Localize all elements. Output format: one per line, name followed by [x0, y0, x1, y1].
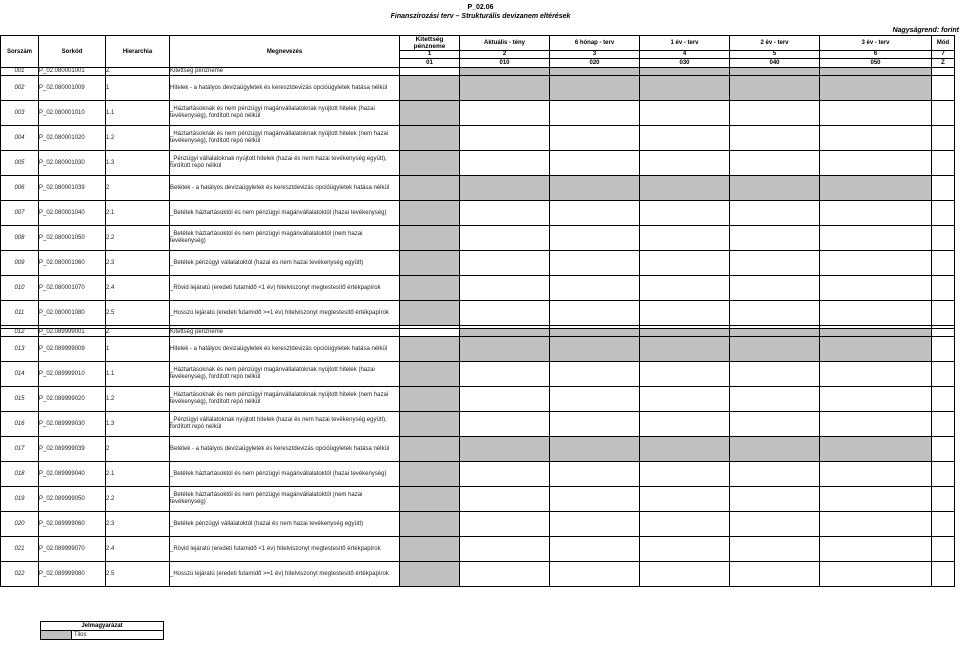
input-cell[interactable]: [932, 101, 955, 126]
forbidden-cell: [640, 329, 730, 337]
row-hierarchy: 1.2: [106, 387, 170, 412]
forbidden-cell: [640, 176, 730, 201]
table-row: [1, 487, 955, 512]
input-cell[interactable]: [640, 101, 730, 126]
row-hierarchy: 2.3: [106, 251, 170, 276]
forbidden-cell: [400, 337, 460, 362]
input-cell[interactable]: [820, 512, 932, 537]
input-cell[interactable]: [820, 126, 932, 151]
row-code: P_02.080001001: [39, 68, 106, 76]
table-row: [1, 276, 955, 301]
table-row: [1, 329, 955, 337]
forbidden-cell: [820, 437, 932, 462]
row-name: Hitelek - a hatályos devizaügyletek és keresztdevizás opcióügyletek hatása nélkül: [170, 337, 400, 362]
input-cell[interactable]: [640, 276, 730, 301]
forbidden-cell: [820, 76, 932, 101]
input-cell[interactable]: [932, 126, 955, 151]
input-cell[interactable]: [932, 462, 955, 487]
table-row: [1, 126, 955, 151]
input-cell[interactable]: [820, 301, 932, 326]
input-cell[interactable]: [550, 512, 640, 537]
forbidden-cell: [400, 487, 460, 512]
row-hierarchy: 1.3: [106, 151, 170, 176]
input-cell[interactable]: [932, 226, 955, 251]
table-row: [1, 301, 955, 326]
row-hierarchy: 2.5: [106, 562, 170, 587]
table-row: [1, 151, 955, 176]
forbidden-cell: [730, 68, 820, 76]
forbidden-cell: [400, 437, 460, 462]
col-number: 7: [932, 51, 955, 59]
col-number: 3: [550, 51, 640, 59]
col-number: 2: [460, 51, 550, 59]
forbidden-cell: [460, 176, 550, 201]
input-cell[interactable]: [640, 362, 730, 387]
input-cell[interactable]: [932, 512, 955, 537]
forbidden-cell: [550, 337, 640, 362]
forbidden-cell: [640, 337, 730, 362]
input-cell[interactable]: [460, 362, 550, 387]
row-index: 012: [1, 329, 39, 337]
input-cell[interactable]: [730, 362, 820, 387]
input-cell[interactable]: [932, 329, 955, 337]
forbidden-cell: [400, 562, 460, 587]
row-code: P_02.089999010: [39, 362, 106, 387]
input-cell[interactable]: [932, 68, 955, 76]
input-cell[interactable]: [550, 537, 640, 562]
input-cell[interactable]: [550, 362, 640, 387]
forbidden-cell: [400, 387, 460, 412]
input-cell[interactable]: [730, 101, 820, 126]
input-cell[interactable]: [932, 412, 955, 437]
input-cell[interactable]: [550, 462, 640, 487]
input-cell[interactable]: [460, 251, 550, 276]
input-cell[interactable]: [550, 276, 640, 301]
input-cell[interactable]: [820, 201, 932, 226]
input-cell[interactable]: [640, 487, 730, 512]
row-index: 002: [1, 76, 39, 101]
input-cell[interactable]: [550, 301, 640, 326]
row-hierarchy: 1.3: [106, 412, 170, 437]
row-code: P_02.080001020: [39, 126, 106, 151]
input-cell[interactable]: [932, 562, 955, 587]
row-hierarchy: 2.2: [106, 487, 170, 512]
input-cell[interactable]: [640, 251, 730, 276]
row-index: 018: [1, 462, 39, 487]
row-name: _Háztartásoknak és nem pénzügyi magánvállalatoknak nyújtott hitelek (hazai tevékenység), fordított repó nélkül: [170, 362, 400, 387]
input-cell[interactable]: [640, 512, 730, 537]
forbidden-cell: [460, 437, 550, 462]
row-name: _Hosszú lejáratú (eredeti futamidő >=1 év) hitelviszonyt megtestesítő értékpapírok: [170, 562, 400, 587]
row-index: 006: [1, 176, 39, 201]
col-code: 030: [640, 59, 730, 68]
col-header-kitettseg: Kitettség pénzneme: [400, 36, 460, 51]
row-hierarchy: 2: [106, 437, 170, 462]
input-cell[interactable]: [820, 387, 932, 412]
row-code: P_02.080001050: [39, 226, 106, 251]
input-cell[interactable]: [932, 437, 955, 462]
input-cell[interactable]: [820, 412, 932, 437]
row-code: P_02.089999050: [39, 487, 106, 512]
legend-title: Jelmagyarázat: [41, 622, 164, 631]
row-name: _Betétek pénzügyi vállalatoktól (hazai és nem hazai tevékenység együtt): [170, 512, 400, 537]
input-cell[interactable]: [460, 537, 550, 562]
input-cell[interactable]: [730, 537, 820, 562]
input-cell[interactable]: [640, 126, 730, 151]
input-cell[interactable]: [550, 101, 640, 126]
row-hierarchy: 1.2: [106, 126, 170, 151]
row-code: P_02.089999070: [39, 537, 106, 562]
input-cell[interactable]: [550, 562, 640, 587]
form-code: P_02.06: [467, 4, 494, 11]
row-hierarchy: 2.5: [106, 301, 170, 326]
row-code: P_02.080001030: [39, 151, 106, 176]
input-cell[interactable]: [400, 329, 460, 337]
input-cell[interactable]: [460, 512, 550, 537]
row-hierarchy: 2.4: [106, 276, 170, 301]
row-hierarchy: 2: [106, 176, 170, 201]
row-index: 001: [1, 68, 39, 76]
input-cell[interactable]: [820, 276, 932, 301]
table-row: [1, 512, 955, 537]
input-cell[interactable]: [820, 487, 932, 512]
input-cell[interactable]: [400, 68, 460, 76]
table-row: [1, 462, 955, 487]
input-cell[interactable]: [730, 226, 820, 251]
col-header-sorszam: Sorszám: [1, 36, 39, 68]
input-cell[interactable]: [460, 226, 550, 251]
row-hierarchy: Z: [106, 329, 170, 337]
col-code: 010: [460, 59, 550, 68]
forbidden-cell: [400, 176, 460, 201]
forbidden-cell: [640, 76, 730, 101]
row-index: 015: [1, 387, 39, 412]
forbidden-cell: [400, 126, 460, 151]
row-hierarchy: Z: [106, 68, 170, 76]
input-cell[interactable]: [932, 76, 955, 101]
row-code: P_02.080001080: [39, 301, 106, 326]
col-header-6honap: 6 hónap - terv: [550, 36, 640, 51]
input-cell[interactable]: [550, 487, 640, 512]
input-cell[interactable]: [820, 362, 932, 387]
forbidden-cell: [400, 362, 460, 387]
input-cell[interactable]: [932, 537, 955, 562]
row-name: Kitettség pénzneme: [170, 68, 400, 76]
row-name: _Pénzügyi vállalatoknak nyújtott hitelek (hazai és nem hazai tevékenység együtt), fordított repó nélkül: [170, 151, 400, 176]
input-cell[interactable]: [730, 276, 820, 301]
input-cell[interactable]: [932, 251, 955, 276]
row-name: Betétek - a hatályos devizaügyletek és keresztdevizás opcióügyletek hatása nélkül: [170, 176, 400, 201]
input-cell[interactable]: [640, 412, 730, 437]
input-cell[interactable]: [640, 562, 730, 587]
input-cell[interactable]: [932, 387, 955, 412]
forbidden-cell: [820, 337, 932, 362]
unit-label: Nagyságrend: forint: [892, 27, 959, 34]
forbidden-cell: [400, 537, 460, 562]
forbidden-cell: [400, 412, 460, 437]
row-code: P_02.089999001: [39, 329, 106, 337]
input-cell[interactable]: [932, 337, 955, 362]
forbidden-cell: [400, 226, 460, 251]
forbidden-cell: [550, 176, 640, 201]
input-cell[interactable]: [932, 201, 955, 226]
legend: [40, 621, 164, 640]
input-cell[interactable]: [460, 126, 550, 151]
col-header-2ev: 2 év - terv: [730, 36, 820, 51]
report-table: [0, 35, 955, 587]
row-code: P_02.089999020: [39, 387, 106, 412]
forbidden-cell: [640, 68, 730, 76]
forbidden-cell: [550, 329, 640, 337]
row-code: P_02.080001009: [39, 76, 106, 101]
row-index: 019: [1, 487, 39, 512]
col-number: 6: [820, 51, 932, 59]
input-cell[interactable]: [460, 412, 550, 437]
forbidden-cell: [550, 68, 640, 76]
forbidden-cell: [400, 251, 460, 276]
forbidden-cell: [460, 68, 550, 76]
input-cell[interactable]: [730, 151, 820, 176]
col-number: 5: [730, 51, 820, 59]
input-cell[interactable]: [820, 462, 932, 487]
table-row: [1, 226, 955, 251]
input-cell[interactable]: [730, 251, 820, 276]
input-cell[interactable]: [460, 276, 550, 301]
row-name: _Hosszú lejáratú (eredeti futamidő >=1 év) hitelviszonyt megtestesítő értékpapírok: [170, 301, 400, 326]
input-cell[interactable]: [550, 126, 640, 151]
row-name: _Pénzügyi vállalatoknak nyújtott hitelek (hazai és nem hazai tevékenység együtt), fordított repó nélkül: [170, 412, 400, 437]
forbidden-cell: [730, 176, 820, 201]
input-cell[interactable]: [730, 562, 820, 587]
forbidden-cell: [400, 151, 460, 176]
table-row: [1, 101, 955, 126]
input-cell[interactable]: [932, 176, 955, 201]
input-cell[interactable]: [820, 101, 932, 126]
input-cell[interactable]: [932, 276, 955, 301]
forbidden-cell: [550, 437, 640, 462]
input-cell[interactable]: [460, 462, 550, 487]
input-cell[interactable]: [460, 301, 550, 326]
input-cell[interactable]: [550, 387, 640, 412]
input-cell[interactable]: [550, 251, 640, 276]
input-cell[interactable]: [550, 226, 640, 251]
col-header-mod: Mód: [932, 36, 955, 51]
forbidden-cell: [460, 337, 550, 362]
row-hierarchy: 2.1: [106, 462, 170, 487]
forbidden-cell: [730, 76, 820, 101]
row-name: Hitelek - a hatályos devizaügyletek és keresztdevizás opcióügyletek hatása nélkül: [170, 76, 400, 101]
row-code: P_02.080001010: [39, 101, 106, 126]
row-index: 003: [1, 101, 39, 126]
row-hierarchy: 2.3: [106, 512, 170, 537]
forbidden-cell: [460, 329, 550, 337]
row-hierarchy: 1: [106, 76, 170, 101]
row-hierarchy: 2.1: [106, 201, 170, 226]
row-hierarchy: 1.1: [106, 101, 170, 126]
input-cell[interactable]: [460, 101, 550, 126]
input-cell[interactable]: [550, 412, 640, 437]
col-code: 040: [730, 59, 820, 68]
table-row: [1, 251, 955, 276]
input-cell[interactable]: [932, 362, 955, 387]
forbidden-cell: [400, 301, 460, 326]
row-code: P_02.089999009: [39, 337, 106, 362]
row-code: P_02.080001039: [39, 176, 106, 201]
forbidden-cell: [400, 276, 460, 301]
col-code: 020: [550, 59, 640, 68]
input-cell[interactable]: [730, 301, 820, 326]
row-hierarchy: 2.4: [106, 537, 170, 562]
input-cell[interactable]: [550, 201, 640, 226]
row-code: P_02.089999039: [39, 437, 106, 462]
forbidden-cell: [820, 329, 932, 337]
table-row: [1, 437, 955, 462]
col-header-1ev: 1 év - terv: [640, 36, 730, 51]
row-index: 011: [1, 301, 39, 326]
row-name: _Betétek háztartásoktól és nem pénzügyi magánvállalatoktól (hazai tevékenység): [170, 201, 400, 226]
input-cell[interactable]: [820, 151, 932, 176]
row-hierarchy: 1.1: [106, 362, 170, 387]
table-row: [1, 362, 955, 387]
row-code: P_02.080001070: [39, 276, 106, 301]
input-cell[interactable]: [640, 226, 730, 251]
forbidden-cell: [400, 76, 460, 101]
input-cell[interactable]: [640, 151, 730, 176]
row-hierarchy: 2.2: [106, 226, 170, 251]
input-cell[interactable]: [820, 562, 932, 587]
col-number: 1: [400, 51, 460, 59]
forbidden-cell: [820, 68, 932, 76]
row-code: P_02.089999030: [39, 412, 106, 437]
forbidden-cell: [400, 462, 460, 487]
row-code: P_02.089999080: [39, 562, 106, 587]
forbidden-cell: [460, 76, 550, 101]
input-cell[interactable]: [640, 387, 730, 412]
input-cell[interactable]: [820, 537, 932, 562]
row-index: 008: [1, 226, 39, 251]
row-code: P_02.080001060: [39, 251, 106, 276]
input-cell[interactable]: [730, 462, 820, 487]
row-code: P_02.089999040: [39, 462, 106, 487]
legend-forbidden-label: Tilos: [72, 631, 164, 640]
table-row: [1, 201, 955, 226]
row-name: Betétek - a hatályos devizaügyletek és keresztdevizás opcióügyletek hatása nélkül: [170, 437, 400, 462]
row-index: 013: [1, 337, 39, 362]
col-header-hierarchia: Hierarchia: [106, 36, 170, 68]
forbidden-cell: [640, 437, 730, 462]
row-name: _Háztartásoknak és nem pénzügyi magánvállalatoknak nyújtott hitelek (nem hazai tevékenység), fordított repó nélkül: [170, 387, 400, 412]
row-index: 021: [1, 537, 39, 562]
input-cell[interactable]: [932, 151, 955, 176]
input-cell[interactable]: [460, 562, 550, 587]
col-code: 01: [400, 59, 460, 68]
input-cell[interactable]: [730, 201, 820, 226]
forbidden-cell: [550, 76, 640, 101]
input-cell[interactable]: [460, 487, 550, 512]
forbidden-cell: [400, 512, 460, 537]
input-cell[interactable]: [640, 301, 730, 326]
row-code: P_02.080001040: [39, 201, 106, 226]
input-cell[interactable]: [550, 151, 640, 176]
table-row: [1, 562, 955, 587]
row-code: P_02.089999060: [39, 512, 106, 537]
input-cell[interactable]: [820, 251, 932, 276]
input-cell[interactable]: [932, 301, 955, 326]
table-row: [1, 76, 955, 101]
col-number: 4: [640, 51, 730, 59]
col-code: Z: [932, 59, 955, 68]
row-index: 020: [1, 512, 39, 537]
row-index: 007: [1, 201, 39, 226]
table-row: [1, 176, 955, 201]
row-name: _Háztartásoknak és nem pénzügyi magánvállalatoknak nyújtott hitelek (nem hazai tevékenység), fordított repó nélkül: [170, 126, 400, 151]
legend-forbidden-swatch: [41, 631, 72, 640]
row-index: 004: [1, 126, 39, 151]
row-hierarchy: 1: [106, 337, 170, 362]
col-code: 050: [820, 59, 932, 68]
row-name: _Betétek háztartásoktól és nem pénzügyi magánvállalatoktól (nem hazai tevékenység): [170, 487, 400, 512]
row-index: 014: [1, 362, 39, 387]
input-cell[interactable]: [932, 487, 955, 512]
table-row: [1, 337, 955, 362]
input-cell[interactable]: [730, 512, 820, 537]
input-cell[interactable]: [730, 387, 820, 412]
col-header-megnevezes: Megnevezés: [170, 36, 400, 68]
forbidden-cell: [400, 101, 460, 126]
input-cell[interactable]: [460, 387, 550, 412]
input-cell[interactable]: [640, 537, 730, 562]
row-index: 010: [1, 276, 39, 301]
row-name: _Háztartásoknak és nem pénzügyi magánvállalatoknak nyújtott hitelek (hazai tevékenység), fordított repó nélkül: [170, 101, 400, 126]
forbidden-cell: [730, 437, 820, 462]
row-index: 017: [1, 437, 39, 462]
table-row: [1, 412, 955, 437]
row-name: _Betétek háztartásoktól és nem pénzügyi magánvállalatoktól (hazai tevékenység): [170, 462, 400, 487]
col-header-aktualis: Aktuális - tény: [460, 36, 550, 51]
row-name: _Betétek háztartásoktól és nem pénzügyi magánvállalatoktól (nem hazai tevékenység): [170, 226, 400, 251]
row-index: 009: [1, 251, 39, 276]
forbidden-cell: [730, 337, 820, 362]
forbidden-cell: [820, 176, 932, 201]
row-index: 022: [1, 562, 39, 587]
row-name: Kitettség pénzneme: [170, 329, 400, 337]
table-row: [1, 68, 955, 76]
row-name: _Rövid lejáratú (eredeti futamidő <1 év) hitelviszonyt megtestesítő értékpapírok: [170, 537, 400, 562]
input-cell[interactable]: [640, 462, 730, 487]
input-cell[interactable]: [730, 487, 820, 512]
input-cell[interactable]: [460, 201, 550, 226]
input-cell[interactable]: [460, 151, 550, 176]
forbidden-cell: [730, 329, 820, 337]
row-name: _Rövid lejáratú (eredeti futamidő <1 év) hitelviszonyt megtestesítő értékpapírok: [170, 276, 400, 301]
col-header-sorkod: Sorkód: [39, 36, 106, 68]
forbidden-cell: [400, 201, 460, 226]
table-row: [1, 387, 955, 412]
form-title: Finanszírozási terv – Strukturális devizanem eltérések: [390, 13, 571, 20]
input-cell[interactable]: [820, 226, 932, 251]
input-cell[interactable]: [730, 126, 820, 151]
input-cell[interactable]: [640, 201, 730, 226]
col-header-3ev: 3 év - terv: [820, 36, 932, 51]
table-row: [1, 537, 955, 562]
row-name: _Betétek pénzügyi vállalatoktól (hazai és nem hazai tevékenység együtt): [170, 251, 400, 276]
row-index: 016: [1, 412, 39, 437]
row-index: 005: [1, 151, 39, 176]
input-cell[interactable]: [730, 412, 820, 437]
